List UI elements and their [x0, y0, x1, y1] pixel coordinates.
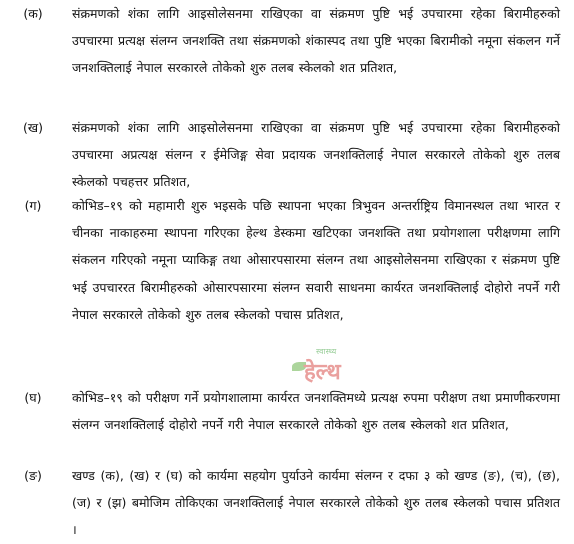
watermark-top-text: स्वास्थ्य: [316, 347, 337, 356]
clause-marker: (घ): [24, 390, 42, 405]
clause-marker: (ख): [23, 120, 43, 135]
clause-text: संक्रमणको शंका लागि आइसोलेसनमा राखिएका वा संक्रमण पुष्टि भई उपचारमा रहेका बिरामीहरुको उपचारमा प्रत्यक्ष संलग्न जनशक्ति तथा संक्रमणको शंकास्पद तथा पुष्टि भएका बिरामीको नमूना संकलन गर्ने जनशक्तिलाई नेपाल सरकारले तोकेको शुरु तलब स्केलको शत प्रतिशत,: [72, 6, 560, 76]
watermark-logo: [292, 346, 382, 390]
clause-marker: (क): [23, 6, 43, 21]
clause-text: कोभिड–१९ को परीक्षण गर्ने प्रयोगशालामा कार्यरत जनशक्तिमध्ये प्रत्यक्ष रुपमा परीक्षण तथा प्रमाणीकरणमा संलग्न जनशक्तिलाई दोहोरो नपर्ने गरी नेपाल सरकारले तोकेको शुरु तलब स्केलको शत प्रतिशत,: [72, 390, 560, 433]
clause-text: खण्ड (क), (ख) र (घ) को कार्यमा सहयोग पुर्याउने कार्यमा संलग्न र दफा ३ को खण्ड (ङ), (च), (छ), (ज) र (झ) बमोजिम तोकिएका जनशक्तिलाई नेपाल सरकारले तोकेको शुरु तलब स्केलको पचास प्रतिशत ।: [72, 468, 560, 538]
clause-text: संक्रमणको शंका लागि आइसोलेसनमा राखिएका वा संक्रमण पुष्टि भई उपचारमा रहेका बिरामीहरुको उपचारमा अप्रत्यक्ष संलग्न र ईमेजिङ्ग सेवा प्रदायक जनशक्तिलाई नेपाल सरकारले तोकेको शुरु तलब स्केलको पचहत्तर प्रतिशत,: [72, 120, 560, 190]
clause-marker: (ग): [24, 198, 42, 213]
clause-text: कोभिड–१९ को महामारी शुरु भइसके पछि स्थापना भएका त्रिभुवन अन्तर्राष्ट्रिय विमानस्थल तथा भारत र चीनका नाकाहरुमा स्थापना गरिएका हेल्थ डेस्कमा खटिएका जनशक्ति तथा प्रयोगशाला परीक्षणमा लागि संकलन गरिएको नमूना प्याकिङ्ग तथा ओसारपसारमा संलग्न तथा आइसोलेसनमा राखिएका र संक्रमण पुष्टि भई उपचाररत बिरामीहरुको ओसारपसारमा संलग्न सवारी साधनमा कार्यरत जनशक्तिलाई दोहोरो नपर्ने गरी नेपाल सरकारले तोकेको शुरु तलब स्केलको पचास प्रतिशत,: [72, 198, 560, 322]
watermark-main-text: हेल्थ: [304, 360, 341, 385]
clause-marker: (ङ): [24, 468, 42, 483]
